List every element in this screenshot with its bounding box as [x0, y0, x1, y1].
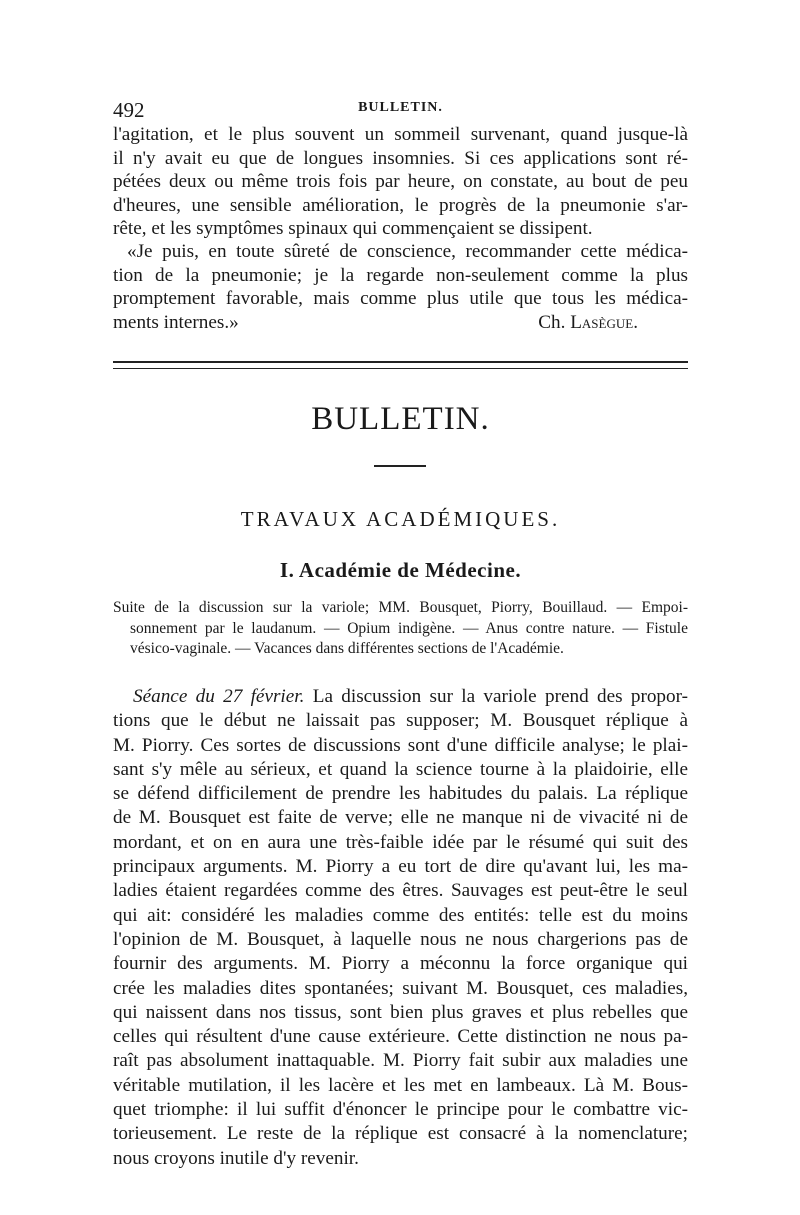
- text-line: promptement favorable, mais comme plus utile que tous les médica-: [113, 288, 688, 310]
- running-head: [113, 98, 688, 124]
- session-label: Séance du 27 février.: [133, 686, 305, 707]
- text-line: nous croyons inutile d'y revenir.: [113, 1147, 359, 1169]
- text-line: principaux arguments. M. Piorry a eu tort de dire qu'avant lui, les ma-: [113, 856, 688, 878]
- summary-block: [113, 598, 688, 660]
- text-line: «Je puis, en toute sûreté de conscience, recommander cette médica-: [127, 241, 688, 262]
- section-divider: [113, 361, 688, 369]
- text-line: quet triomphe: il lui suffit d'énoncer le principe pour le combattre vic-: [113, 1099, 688, 1121]
- text-line: véritable mutilation, il les lacère et les met en lambeaux. Là M. Bous-: [113, 1074, 688, 1096]
- text-line: La discussion sur la variole prend des propor-: [312, 686, 689, 707]
- text-line: fournir des arguments. M. Piorry a méconnu la force organique qui: [113, 953, 688, 975]
- summary-line: vésico-vaginale. — Vacances dans différentes sections de l'Académie.: [130, 640, 564, 657]
- text-line: pétées deux ou même trois fois par heure, on constate, au bout de peu: [113, 171, 688, 193]
- summary-line: sonnement par le laudanum. — Opium indigène. — Anus contre nature. — Fistule: [130, 619, 688, 637]
- text-line: raît pas absolument inattaquable. M. Piorry fait subir aux maladies une: [113, 1050, 688, 1072]
- text-line: l'opinion de M. Bousquet, à laquelle nous ne nous chargerions pas de: [113, 928, 688, 950]
- text-line: M. Piorry. Ces sortes de discussions sont d'une difficile analyse; le plai-: [113, 734, 688, 756]
- page-number: 492: [113, 98, 145, 122]
- text-line: tions que le début ne laissait pas supposer; M. Bousquet réplique à: [113, 710, 688, 732]
- subsection-title: TRAVAUX ACADÉMIQUES.: [240, 507, 561, 531]
- text-line: crée les maladies dites spontanées; suivant M. Bousquet, ces maladies,: [113, 977, 688, 999]
- text-line: sant s'y mêle au sérieux, et quand la science tourne à la plaidoirie, elle: [113, 758, 688, 780]
- text-line: il n'y avait eu que de longues insomnies. Si ces applications sont ré-: [113, 147, 688, 169]
- section-title: BULLETIN.: [311, 401, 490, 437]
- text-line: mordant, et on en aura une très-faible idée par le résumé qui suit des: [113, 831, 688, 853]
- text-line: qui ait: considéré les maladies comme des entités: telle est du moins: [113, 904, 688, 926]
- title-rule: [374, 465, 426, 467]
- text-line: ladies étaient regardées comme des êtres. Sauvages est peut-être le seul: [113, 880, 688, 902]
- text-line: torieusement. Le reste de la réplique est consacré à la nomenclature;: [113, 1123, 688, 1145]
- continued-paragraph: [113, 123, 688, 241]
- text-line: se défend difficilement de prendre les habitudes du palais. La réplique: [113, 783, 688, 805]
- text-line: ments internes.»: [113, 311, 239, 333]
- text-line: l'agitation, et le plus souvent un sommeil survenant, quand jusque-là: [113, 124, 688, 145]
- last-quote-line: [113, 311, 688, 335]
- text-line: qui naissent dans nos tissus, sont bien plus graves et plus rebelles que: [113, 1001, 688, 1023]
- text-line: celles qui résultent d'une cause extérieure. Cette distinction ne nous pa-: [113, 1026, 688, 1048]
- text-line: rête, et les symptômes spinaux qui commençaient se dissipent.: [113, 218, 593, 240]
- running-title: BULLETIN.: [358, 100, 443, 115]
- signature-prefix: Ch.: [538, 311, 566, 333]
- text-line: tion de la pneumonie; je la regarde non-seulement comme la plus: [113, 264, 688, 286]
- text-line: de M. Bousquet est faite de verve; elle ne manque ni de vivacité ni de: [113, 807, 688, 829]
- signature: [538, 311, 638, 335]
- summary-line: Suite de la discussion sur la variole; MM. Bousquet, Piorry, Bouillaud. — Empoi-: [113, 599, 688, 616]
- signature-name: Lasègue.: [570, 311, 638, 333]
- text-line: d'heures, une sensible amélioration, le progrès de la pneumonie s'ar-: [113, 194, 688, 216]
- article-first-line: [113, 685, 688, 709]
- article-body: [113, 685, 688, 1171]
- academy-heading: I. Académie de Médecine.: [279, 558, 522, 582]
- quote-paragraph: [113, 240, 688, 334]
